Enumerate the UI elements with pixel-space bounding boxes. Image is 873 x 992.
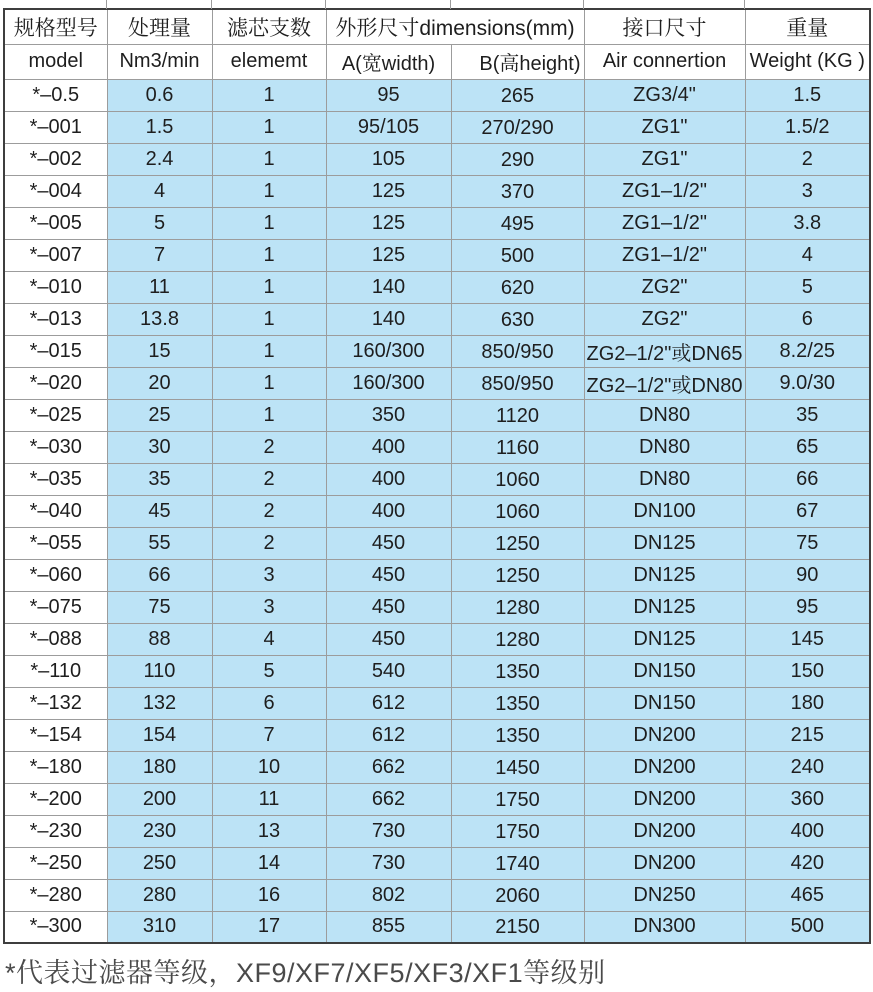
cell-weight: 150 [745, 655, 870, 687]
cell-weight: 500 [745, 911, 870, 943]
cell-element: 16 [212, 879, 326, 911]
cell-element: 1 [212, 79, 326, 111]
cell-weight: 240 [745, 751, 870, 783]
cell-height: 2060 [451, 879, 584, 911]
cell-connection: DN100 [584, 495, 745, 527]
table-row [4, 623, 870, 655]
cell-height: 1120 [451, 399, 584, 431]
cell-connection: DN200 [584, 719, 745, 751]
footnote: *代表过滤器等级，XF9/XF7/XF5/XF3/XF1等级别 [5, 958, 606, 988]
cell-weight: 9.0/30 [745, 367, 870, 399]
cell-height: 1350 [451, 655, 584, 687]
cell-height: 620 [451, 271, 584, 303]
cell-capacity: 7 [107, 239, 212, 271]
cell-width: 160/300 [326, 367, 451, 399]
cell-element: 17 [212, 911, 326, 943]
cell-height: 1750 [451, 815, 584, 847]
cell-model: *–040 [4, 495, 107, 527]
cell-width: 450 [326, 623, 451, 655]
cell-element: 1 [212, 335, 326, 367]
cell-connection: ZG2" [584, 303, 745, 335]
cell-height: 265 [451, 79, 584, 111]
cell-element: 2 [212, 495, 326, 527]
cell-width: 730 [326, 847, 451, 879]
cell-height: 1250 [451, 559, 584, 591]
cell-weight: 95 [745, 591, 870, 623]
cell-connection: ZG1" [584, 143, 745, 175]
cell-element: 3 [212, 559, 326, 591]
cell-capacity: 154 [107, 719, 212, 751]
cell-width: 450 [326, 591, 451, 623]
table-row [4, 783, 870, 815]
column-tick [744, 0, 745, 9]
header-group: 接口尺寸 [584, 9, 745, 44]
header-sub-capacity: Nm3/min [107, 44, 212, 79]
cell-weight: 65 [745, 431, 870, 463]
cell-width: 855 [326, 911, 451, 943]
cell-element: 6 [212, 687, 326, 719]
cell-capacity: 132 [107, 687, 212, 719]
spec-table-wrap [3, 0, 870, 944]
table-row [4, 111, 870, 143]
table-header [4, 9, 870, 79]
cell-height: 1160 [451, 431, 584, 463]
cell-model: *–088 [4, 623, 107, 655]
cell-element: 1 [212, 175, 326, 207]
cell-capacity: 1.5 [107, 111, 212, 143]
cell-connection: ZG1–1/2" [584, 239, 745, 271]
table-row [4, 335, 870, 367]
cell-capacity: 0.6 [107, 79, 212, 111]
cell-height: 1450 [451, 751, 584, 783]
cell-width: 730 [326, 815, 451, 847]
cell-element: 4 [212, 623, 326, 655]
header-sub-model: model [4, 44, 107, 79]
cell-capacity: 45 [107, 495, 212, 527]
cell-connection: ZG1–1/2" [584, 175, 745, 207]
cell-width: 400 [326, 463, 451, 495]
cell-weight: 2 [745, 143, 870, 175]
table-row [4, 399, 870, 431]
table-row [4, 463, 870, 495]
cell-weight: 67 [745, 495, 870, 527]
cell-capacity: 250 [107, 847, 212, 879]
cell-connection: DN125 [584, 591, 745, 623]
cell-capacity: 30 [107, 431, 212, 463]
cell-weight: 6 [745, 303, 870, 335]
cell-width: 662 [326, 751, 451, 783]
cell-model: *–0.5 [4, 79, 107, 111]
cell-height: 2150 [451, 911, 584, 943]
cell-connection: ZG2" [584, 271, 745, 303]
table-row [4, 495, 870, 527]
cell-model: *–004 [4, 175, 107, 207]
cell-model: *–002 [4, 143, 107, 175]
cell-model: *–230 [4, 815, 107, 847]
cell-connection: ZG2–1/2"或DN80 [584, 367, 745, 399]
cell-model: *–132 [4, 687, 107, 719]
cell-connection: DN300 [584, 911, 745, 943]
cell-width: 95/105 [326, 111, 451, 143]
cell-capacity: 75 [107, 591, 212, 623]
cell-model: *–110 [4, 655, 107, 687]
cell-width: 662 [326, 783, 451, 815]
cell-capacity: 15 [107, 335, 212, 367]
cell-capacity: 88 [107, 623, 212, 655]
table-row [4, 367, 870, 399]
cell-capacity: 200 [107, 783, 212, 815]
header-sub-height: B(高height) [451, 44, 584, 79]
cell-element: 1 [212, 207, 326, 239]
cell-height: 1060 [451, 463, 584, 495]
cell-connection: DN125 [584, 527, 745, 559]
cell-weight: 4 [745, 239, 870, 271]
cell-model: *–035 [4, 463, 107, 495]
table-row [4, 79, 870, 111]
cell-connection: ZG1–1/2" [584, 207, 745, 239]
header-group: 外形尺寸dimensions(mm) [326, 9, 584, 44]
cell-capacity: 55 [107, 527, 212, 559]
cell-weight: 400 [745, 815, 870, 847]
cell-capacity: 180 [107, 751, 212, 783]
cell-element: 3 [212, 591, 326, 623]
cell-width: 540 [326, 655, 451, 687]
cell-model: *–280 [4, 879, 107, 911]
cell-element: 1 [212, 271, 326, 303]
cell-height: 630 [451, 303, 584, 335]
cell-connection: ZG3/4" [584, 79, 745, 111]
header-sub-element: elememt [212, 44, 326, 79]
table-row [4, 751, 870, 783]
cell-connection: DN200 [584, 815, 745, 847]
table-row [4, 143, 870, 175]
cell-height: 370 [451, 175, 584, 207]
cell-width: 140 [326, 303, 451, 335]
cell-element: 2 [212, 431, 326, 463]
cell-capacity: 66 [107, 559, 212, 591]
cell-connection: ZG1" [584, 111, 745, 143]
cell-width: 612 [326, 719, 451, 751]
cell-model: *–055 [4, 527, 107, 559]
cell-element: 10 [212, 751, 326, 783]
cell-element: 5 [212, 655, 326, 687]
cell-model: *–007 [4, 239, 107, 271]
cell-width: 400 [326, 495, 451, 527]
cell-element: 2 [212, 463, 326, 495]
cell-connection: DN125 [584, 559, 745, 591]
cell-element: 1 [212, 111, 326, 143]
cell-weight: 3 [745, 175, 870, 207]
cell-element: 1 [212, 399, 326, 431]
cell-connection: DN150 [584, 655, 745, 687]
table-row [4, 655, 870, 687]
cell-weight: 145 [745, 623, 870, 655]
table-row [4, 271, 870, 303]
header-group: 规格型号 [4, 9, 107, 44]
cell-weight: 420 [745, 847, 870, 879]
table-row [4, 559, 870, 591]
cell-capacity: 35 [107, 463, 212, 495]
cell-capacity: 5 [107, 207, 212, 239]
cell-weight: 66 [745, 463, 870, 495]
table-row [4, 687, 870, 719]
cell-height: 1350 [451, 719, 584, 751]
cell-element: 13 [212, 815, 326, 847]
cell-height: 850/950 [451, 335, 584, 367]
cell-model: *–010 [4, 271, 107, 303]
cell-model: *–154 [4, 719, 107, 751]
cell-element: 11 [212, 783, 326, 815]
cell-height: 290 [451, 143, 584, 175]
cell-width: 350 [326, 399, 451, 431]
header-group: 滤芯支数 [212, 9, 326, 44]
cell-element: 1 [212, 367, 326, 399]
header-sub-weight: Weight (KG ) [745, 44, 870, 79]
cell-connection: DN200 [584, 783, 745, 815]
cell-capacity: 110 [107, 655, 212, 687]
table-body [4, 79, 870, 943]
cell-weight: 3.8 [745, 207, 870, 239]
cell-capacity: 13.8 [107, 303, 212, 335]
cell-model: *–250 [4, 847, 107, 879]
table-row [4, 591, 870, 623]
cell-model: *–025 [4, 399, 107, 431]
cell-width: 450 [326, 527, 451, 559]
cell-model: *–005 [4, 207, 107, 239]
cell-capacity: 310 [107, 911, 212, 943]
cell-weight: 1.5/2 [745, 111, 870, 143]
cell-capacity: 230 [107, 815, 212, 847]
cell-capacity: 20 [107, 367, 212, 399]
cell-width: 802 [326, 879, 451, 911]
table-row [4, 879, 870, 911]
table-row [4, 527, 870, 559]
cell-width: 125 [326, 239, 451, 271]
cell-model: *–060 [4, 559, 107, 591]
header-group: 处理量 [107, 9, 212, 44]
cell-weight: 5 [745, 271, 870, 303]
table-row [4, 719, 870, 751]
cell-height: 850/950 [451, 367, 584, 399]
cell-element: 7 [212, 719, 326, 751]
cell-capacity: 11 [107, 271, 212, 303]
cell-width: 612 [326, 687, 451, 719]
cell-height: 1060 [451, 495, 584, 527]
header-group: 重量 [745, 9, 870, 44]
cell-model: *–200 [4, 783, 107, 815]
header-sub-width: A(宽width) [326, 44, 451, 79]
cell-connection: DN200 [584, 847, 745, 879]
cell-model: *–013 [4, 303, 107, 335]
cell-element: 2 [212, 527, 326, 559]
column-tick [325, 0, 326, 9]
cell-width: 400 [326, 431, 451, 463]
cell-width: 125 [326, 207, 451, 239]
cell-weight: 35 [745, 399, 870, 431]
cell-capacity: 4 [107, 175, 212, 207]
cell-connection: ZG2–1/2"或DN65 [584, 335, 745, 367]
cell-connection: DN80 [584, 431, 745, 463]
cell-weight: 215 [745, 719, 870, 751]
cell-connection: DN150 [584, 687, 745, 719]
table-row [4, 239, 870, 271]
cell-model: *–030 [4, 431, 107, 463]
cell-element: 14 [212, 847, 326, 879]
table-row [4, 303, 870, 335]
column-tick [450, 0, 451, 9]
table-row [4, 207, 870, 239]
cell-weight: 8.2/25 [745, 335, 870, 367]
cell-model: *–300 [4, 911, 107, 943]
cell-height: 1280 [451, 623, 584, 655]
cell-capacity: 2.4 [107, 143, 212, 175]
cell-connection: DN125 [584, 623, 745, 655]
cell-model: *–180 [4, 751, 107, 783]
cell-height: 500 [451, 239, 584, 271]
filter-spec-table [3, 8, 871, 944]
cell-width: 125 [326, 175, 451, 207]
cell-weight: 360 [745, 783, 870, 815]
cell-weight: 90 [745, 559, 870, 591]
cell-height: 270/290 [451, 111, 584, 143]
cell-width: 140 [326, 271, 451, 303]
table-row [4, 911, 870, 943]
table-row [4, 431, 870, 463]
cell-connection: DN200 [584, 751, 745, 783]
cell-width: 160/300 [326, 335, 451, 367]
cell-capacity: 25 [107, 399, 212, 431]
cell-weight: 465 [745, 879, 870, 911]
cell-connection: DN80 [584, 399, 745, 431]
cell-height: 1350 [451, 687, 584, 719]
table-row [4, 847, 870, 879]
table-row [4, 175, 870, 207]
column-tick [583, 0, 584, 9]
cell-width: 95 [326, 79, 451, 111]
table-row [4, 815, 870, 847]
cell-width: 105 [326, 143, 451, 175]
cell-height: 1250 [451, 527, 584, 559]
column-tick [106, 0, 107, 9]
cell-element: 1 [212, 239, 326, 271]
cell-height: 1750 [451, 783, 584, 815]
cell-connection: DN80 [584, 463, 745, 495]
cell-model: *–015 [4, 335, 107, 367]
cell-element: 1 [212, 143, 326, 175]
cell-height: 1280 [451, 591, 584, 623]
cell-weight: 75 [745, 527, 870, 559]
cell-capacity: 280 [107, 879, 212, 911]
column-tick [211, 0, 212, 9]
cell-weight: 180 [745, 687, 870, 719]
cell-connection: DN250 [584, 879, 745, 911]
cell-element: 1 [212, 303, 326, 335]
cell-width: 450 [326, 559, 451, 591]
cell-height: 1740 [451, 847, 584, 879]
header-sub-connection: Air connertion [584, 44, 745, 79]
cell-weight: 1.5 [745, 79, 870, 111]
cell-height: 495 [451, 207, 584, 239]
cell-model: *–001 [4, 111, 107, 143]
cell-model: *–020 [4, 367, 107, 399]
cell-model: *–075 [4, 591, 107, 623]
